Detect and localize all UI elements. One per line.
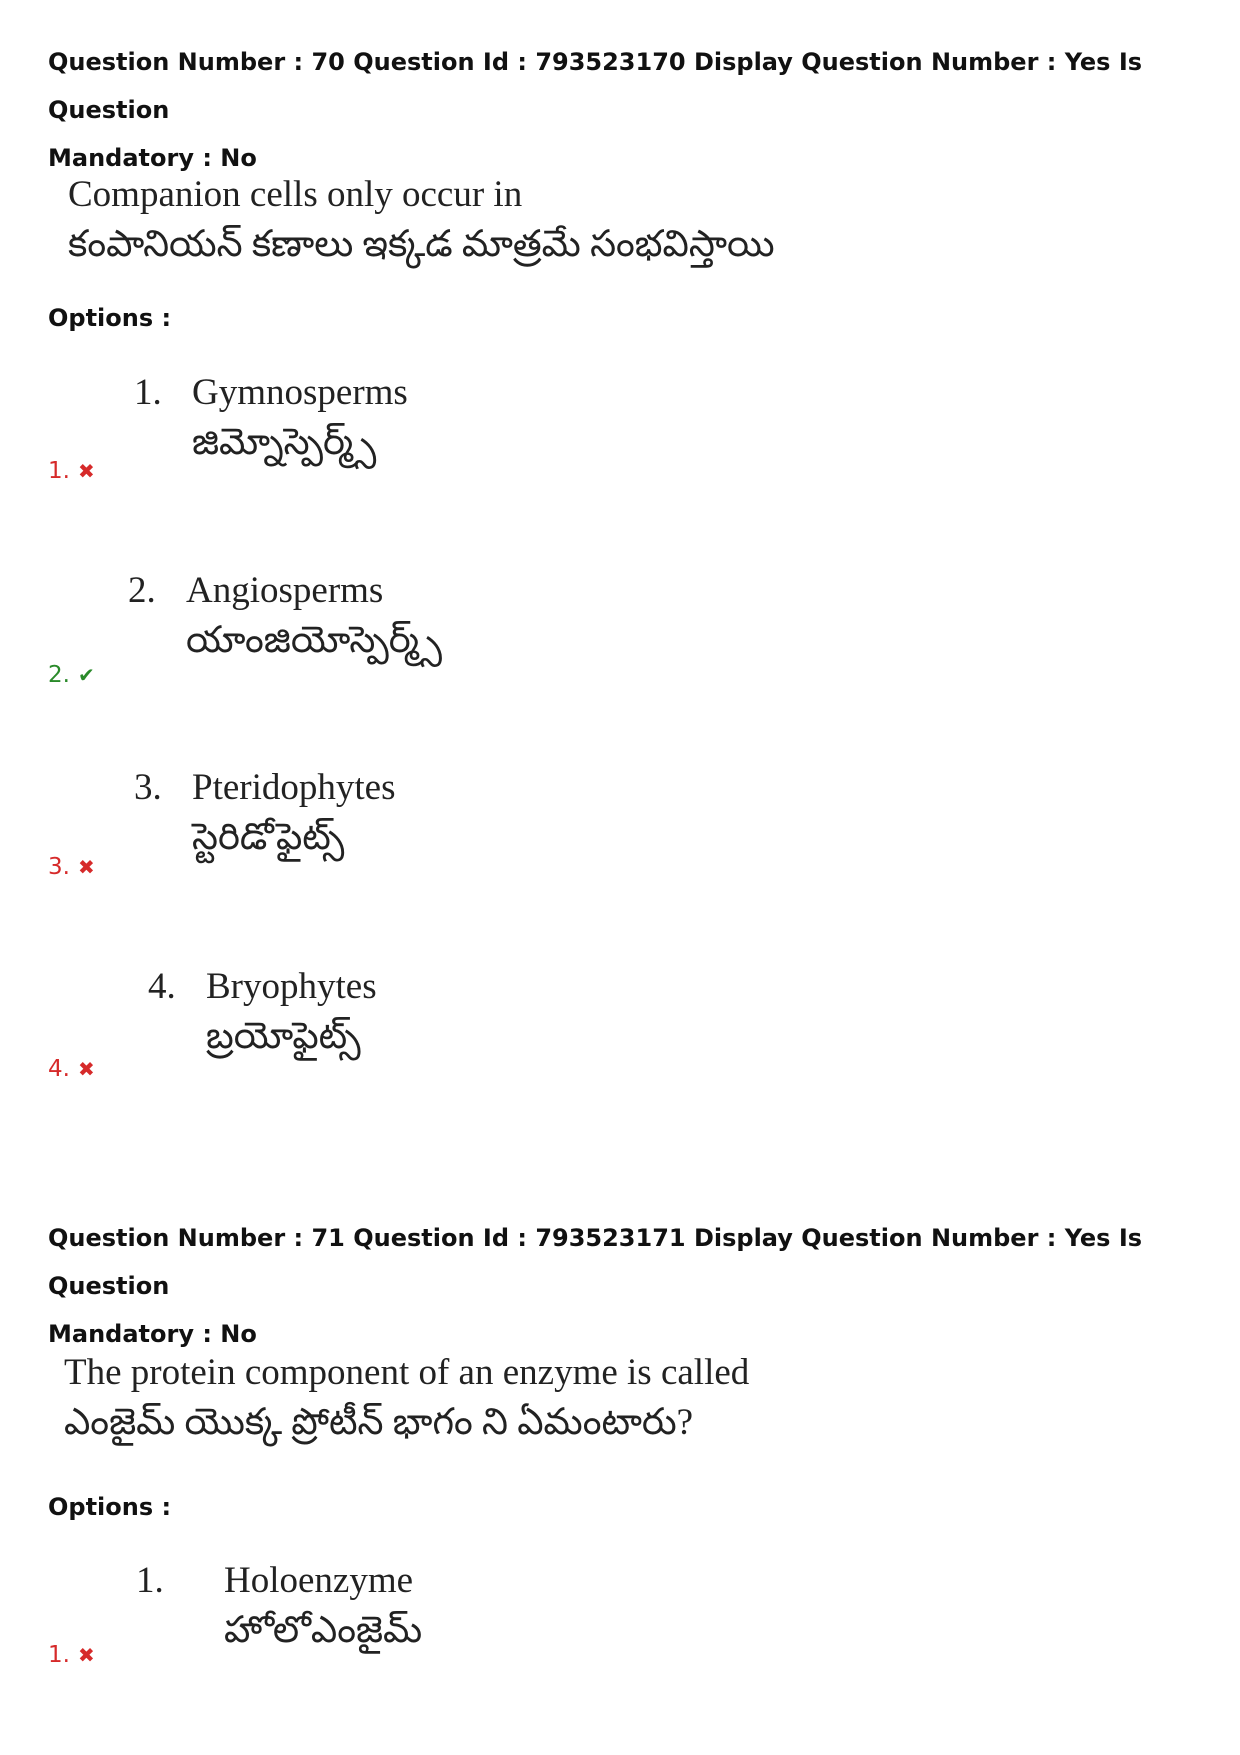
option-mark	[48, 852, 95, 882]
option-mark-label: 1.	[48, 1642, 70, 1668]
option-mark	[48, 1054, 95, 1084]
option-mark-label: 1.	[48, 458, 70, 484]
option-mark-label: 3.	[48, 854, 70, 880]
wrong-icon: ✖	[77, 1643, 95, 1667]
option-mark	[48, 456, 95, 486]
option-text-english: Holoenzyme	[224, 1560, 414, 1601]
option-text	[192, 763, 395, 863]
option-number: 3.	[134, 767, 162, 808]
wrong-icon: ✖	[77, 459, 95, 483]
question-header-line: Question Number : 71 Question Id : 793523171 Display Question Number : Yes Is Question	[48, 1224, 1143, 1300]
option-number: 1.	[136, 1560, 164, 1601]
options-label: Options :	[48, 304, 172, 332]
question-text-english: Companion cells only occur in	[68, 174, 523, 215]
option-mark	[48, 660, 95, 690]
question-header	[48, 1214, 1208, 1358]
option-text	[206, 962, 377, 1062]
question-text-english: The protein component of an enzyme is called	[64, 1352, 750, 1393]
option-mark-label: 4.	[48, 1056, 70, 1082]
options-label: Options :	[48, 1493, 172, 1521]
wrong-icon: ✖	[77, 1057, 95, 1081]
option-mark	[48, 1640, 95, 1670]
question-header-line: Mandatory : No	[48, 1320, 257, 1348]
question-text-telugu: ఎంజైమ్ యొక్క ప్రోటీన్ భాగం ని ఏమంటారు?	[64, 1402, 694, 1443]
option-text-english: Angiosperms	[186, 570, 384, 611]
option-text-telugu: యాంజియోస్పెర్మ్స్	[186, 620, 443, 661]
option-text-telugu: జిమ్నోస్పెర్మ్స్	[192, 422, 377, 463]
wrong-icon: ✖	[77, 855, 95, 879]
question-text	[64, 1348, 749, 1448]
option-number: 1.	[134, 372, 162, 413]
question-header-line: Question Number : 70 Question Id : 793523170 Display Question Number : Yes Is Question	[48, 48, 1143, 124]
question-text-telugu: కంపానియన్ కణాలు ఇక్కడ మాత్రమే సంభవిస్తాయి	[68, 224, 775, 265]
option-text-telugu: బ్రయోఫైట్స్	[206, 1016, 361, 1057]
question-header-line: Mandatory : No	[48, 144, 257, 172]
option-text	[224, 1556, 422, 1656]
option-text-telugu: స్టెరిడోఫైట్స్	[192, 817, 345, 858]
option-mark-label: 2.	[48, 662, 70, 688]
question-header	[48, 38, 1208, 182]
option-text	[192, 368, 408, 468]
option-text	[186, 566, 442, 666]
check-icon: ✔	[77, 663, 95, 687]
option-text-english: Gymnosperms	[192, 372, 408, 413]
option-number: 4.	[148, 966, 176, 1007]
option-text-telugu: హోలోఎంజైమ్	[224, 1610, 423, 1651]
option-text-english: Pteridophytes	[192, 767, 396, 808]
question-text	[68, 170, 775, 270]
option-number: 2.	[128, 570, 156, 611]
option-text-english: Bryophytes	[206, 966, 377, 1007]
